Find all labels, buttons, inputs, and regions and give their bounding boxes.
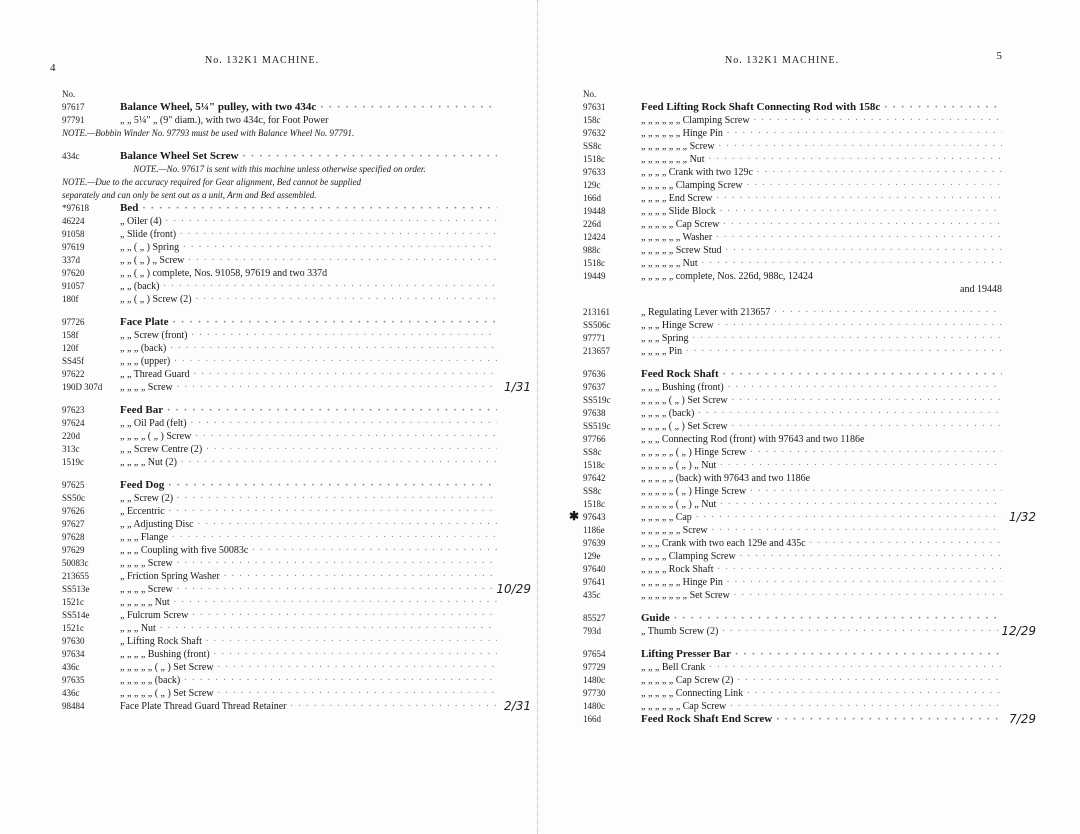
part-row [583, 153, 1002, 166]
part-number: 98484 [62, 701, 85, 711]
part-description: „ „ „ Spring · · [641, 332, 1002, 345]
part-row [583, 332, 1002, 345]
part-row [62, 254, 497, 267]
part-description: „ Regulating Lever with 213657 · · [641, 306, 1002, 319]
part-number: 97631 [583, 102, 606, 112]
part-row [583, 381, 1002, 394]
part-heading-row [62, 150, 497, 163]
part-number: SS8c [583, 141, 602, 151]
note-row [62, 176, 497, 189]
part-description: Feed Rock Shaft End Screw · · [641, 713, 1002, 726]
part-description: „ „ „ „ Crank with two 129c · · [641, 166, 1002, 179]
part-description: „ „ „ „ „ Nut · · [120, 596, 497, 609]
part-number: 1518c [583, 499, 605, 509]
part-number: 436c [62, 662, 80, 672]
page-header: No. 132K1 MACHINE. [725, 55, 840, 66]
part-row [62, 582, 531, 596]
part-description: „ „ ( „ ) complete, Nos. 91058, 97619 and two 337d [120, 268, 328, 279]
part-description: Feed Lifting Rock Shaft Connecting Rod with 158c · · [641, 101, 1002, 114]
part-row [583, 88, 1002, 101]
part-heading-row [62, 479, 497, 492]
part-number: 97617 [62, 102, 85, 112]
note-row [62, 189, 497, 202]
part-number: 337d [62, 255, 80, 265]
part-number: 120f [62, 343, 79, 353]
part-row [583, 459, 1002, 472]
part-number: 12424 [583, 232, 606, 242]
part-number: 97729 [583, 662, 606, 672]
part-number: 1518c [583, 154, 605, 164]
part-row [62, 661, 497, 674]
part-description: „ „ „ „ Rock Shaft · · [641, 563, 1002, 576]
part-row [583, 270, 1002, 283]
handwritten-annotation: 2/31 [504, 699, 531, 713]
parts-list [62, 88, 531, 713]
part-number: 220d [62, 431, 80, 441]
part-number: 166d [583, 714, 601, 724]
part-number: 97626 [62, 506, 85, 516]
section-gap [62, 394, 497, 404]
part-row [583, 537, 1002, 550]
part-row [583, 550, 1002, 563]
part-number: 436c [62, 688, 80, 698]
part-description: „ „ „ Coupling with five 50083c · · [120, 544, 497, 557]
part-description: „ „ „ „ ( „ ) Screw · · [120, 430, 497, 443]
part-description: Bed · · [120, 202, 497, 215]
asterisk-mark-icon: ✱ [569, 509, 580, 523]
part-description: „ „ „ „ „ Clamping Screw · · [641, 179, 1002, 192]
part-number: 129c [583, 180, 601, 190]
part-description: „ „ „ Crank with two each 129e and 435c · · [641, 537, 1002, 550]
part-number: 1480c [583, 675, 605, 685]
part-description: separately and can only be sent out as a unit, Arm and Bed assembled. [62, 190, 317, 200]
part-row [62, 443, 497, 456]
part-row [62, 635, 497, 648]
part-description: „ „ „ „ „ ( „ ) Hinge Screw · · [641, 446, 1002, 459]
part-row [62, 430, 497, 443]
part-number: 158c [583, 115, 601, 125]
part-number: SS8c [583, 447, 602, 457]
part-number: 1521c [62, 623, 84, 633]
part-number: 97619 [62, 242, 85, 252]
part-description: „ „ „ „ Clamping Screw · · [641, 550, 1002, 563]
part-heading-row [583, 712, 1036, 726]
part-row [583, 433, 1002, 446]
part-row [569, 509, 1036, 524]
part-number: 19448 [583, 206, 606, 216]
section-gap [583, 296, 1002, 306]
part-row [583, 257, 1002, 270]
part-row [583, 661, 1002, 674]
part-number: No. [583, 89, 597, 99]
part-row [583, 700, 1002, 713]
part-number: SS8c [583, 486, 602, 496]
part-description: „ „ „ „ „ Cap · · [641, 511, 1002, 524]
part-number: 226d [583, 219, 601, 229]
part-number: 97638 [583, 408, 606, 418]
part-number: 1186e [583, 525, 605, 535]
part-number: 158f [62, 330, 79, 340]
part-row [583, 140, 1002, 153]
part-number: 97630 [62, 636, 85, 646]
part-number: 97628 [62, 532, 85, 542]
part-number: 988c [583, 245, 601, 255]
part-number: 97632 [583, 128, 606, 138]
section-gap [62, 140, 497, 150]
handwritten-annotation: 10/29 [496, 582, 531, 596]
part-row [583, 205, 1002, 218]
part-description: „ Lifting Rock Shaft · · [120, 635, 497, 648]
part-row [62, 609, 497, 622]
part-description: „ „ „ „ „ ( „ ) Hinge Screw · · [641, 485, 1002, 498]
part-description: „ „ 5¼" „ (9" diam.), with two 434c, for Foot Power [120, 115, 329, 126]
part-row [583, 394, 1002, 407]
part-heading-row [583, 648, 1002, 661]
part-description: „ „ Screw Centre (2) · · [120, 443, 497, 456]
part-row [62, 531, 497, 544]
part-number: 97643 [583, 512, 606, 522]
section-gap [583, 358, 1002, 368]
part-row [583, 231, 1002, 244]
part-row [583, 166, 1002, 179]
part-description: „ „ „ Nut · · [120, 622, 497, 635]
part-number: 434c [62, 151, 80, 161]
part-number: SS45f [62, 356, 85, 366]
part-number: 97622 [62, 369, 85, 379]
part-description: „ „ „ „ Pin · · [641, 345, 1002, 358]
part-number: 97636 [583, 369, 606, 379]
part-number: 97625 [62, 480, 85, 490]
part-heading-row [583, 612, 1002, 625]
part-description: „ „ Oil Pad (felt) · · [120, 417, 497, 430]
part-number: 46224 [62, 216, 85, 226]
handwritten-annotation: 7/29 [1009, 712, 1036, 726]
section-gap [62, 306, 497, 316]
part-row [62, 114, 497, 127]
part-heading-row [583, 368, 1002, 381]
part-description: „ „ „ Flange · · [120, 531, 497, 544]
part-number: 97771 [583, 333, 606, 343]
part-row [62, 687, 497, 700]
part-description: „ „ „ Connecting Rod (front) with 97643 and two 1186e [641, 434, 865, 445]
part-number: 1518c [583, 460, 605, 470]
part-heading-row [62, 316, 497, 329]
part-number: 97730 [583, 688, 606, 698]
part-number: 97629 [62, 545, 85, 555]
part-description: NOTE.—Due to the accuracy required for Gear alignment, Bed cannot be supplied [62, 177, 362, 187]
part-row [62, 648, 497, 661]
part-description: „ „ „ „ Nut (2) · · [120, 456, 497, 469]
part-number: 97766 [583, 434, 606, 444]
part-number: 97620 [62, 268, 85, 278]
part-row [583, 472, 1002, 485]
part-number: 97791 [62, 115, 85, 125]
part-description: „ „ „ „ „ ( „ ) „ Nut · · [641, 459, 1002, 472]
part-row [62, 329, 497, 342]
part-number: 190D 307d [62, 382, 103, 392]
part-row [62, 380, 531, 394]
part-description: „ „ „ Bushing (front) · · [641, 381, 1002, 394]
part-row [583, 192, 1002, 205]
part-row [583, 127, 1002, 140]
part-number: 1480c [583, 701, 605, 711]
part-row [583, 345, 1002, 358]
part-number: 180f [62, 294, 79, 304]
part-description: „ „ „ „ „ „ „ Nut · · [641, 153, 1002, 166]
part-description: „ „ „ „ „ ( „ ) Set Screw · · [120, 687, 497, 700]
part-number: 793d [583, 626, 601, 636]
part-number: 97634 [62, 649, 85, 659]
part-row [583, 283, 1002, 296]
part-row [583, 319, 1002, 332]
part-number: 213657 [583, 346, 610, 356]
part-heading-row [62, 202, 497, 215]
part-description: „ „ „ „ End Screw · · [641, 192, 1002, 205]
part-description: „ „ „ „ (back) · · [641, 407, 1002, 420]
page-number: 4 [50, 62, 56, 74]
part-row [62, 267, 497, 280]
part-number: 435c [583, 590, 601, 600]
part-description: „ „ „ „ Slide Block · · [641, 205, 1002, 218]
parts-list [569, 88, 1036, 726]
part-description: Face Plate · · [120, 316, 497, 329]
part-number: SS519c [583, 395, 611, 405]
part-row [583, 674, 1002, 687]
part-description: Guide · · [641, 612, 1002, 625]
handwritten-annotation: 1/31 [504, 380, 531, 394]
part-description: Lifting Presser Bar · · [641, 648, 1002, 661]
part-description: „ „ „ „ „ „ Cap Screw · · [641, 700, 1002, 713]
part-description: „ „ „ „ Screw · · [120, 381, 497, 394]
part-number: SS506c [583, 320, 611, 330]
part-description: „ „ „ „ Bushing (front) · · [120, 648, 497, 661]
part-description: „ „ Screw (front) · · [120, 329, 497, 342]
left-page [0, 0, 535, 834]
part-number: No. [62, 89, 76, 99]
part-heading-row [583, 101, 1002, 114]
part-row [583, 563, 1002, 576]
part-row [62, 622, 497, 635]
part-description: Balance Wheel Set Screw · · [120, 150, 497, 163]
part-row [62, 342, 497, 355]
part-row [583, 498, 1002, 511]
handwritten-annotation: 1/32 [1009, 510, 1036, 524]
part-description: „ „ „ „ „ Screw Stud · · [641, 244, 1002, 257]
part-row [62, 228, 497, 241]
part-number: 97639 [583, 538, 606, 548]
page-gutter [537, 0, 540, 834]
part-description: „ „ ( „ ) „ Screw · · [120, 254, 497, 267]
part-row [62, 456, 497, 469]
part-number: 1519c [62, 457, 84, 467]
part-description: „ „ „ „ „ (back) · · [120, 674, 497, 687]
part-description: „ „ „ Bell Crank · · [641, 661, 1002, 674]
part-number: 1518c [583, 258, 605, 268]
part-row [62, 596, 497, 609]
part-number: 97635 [62, 675, 85, 685]
part-row [62, 570, 497, 583]
page-header: No. 132K1 MACHINE. [205, 55, 320, 66]
part-row [62, 518, 497, 531]
part-description: „ „ „ „ „ Cap Screw (2) · · [641, 674, 1002, 687]
part-row [583, 687, 1002, 700]
part-description: NOTE.—Bobbin Winder No. 97793 must be used with Balance Wheel No. 97791. [62, 128, 355, 138]
part-description: „ „ „ „ „ „ Screw · · [641, 524, 1002, 537]
part-description: „ „ Adjusting Disc · · [120, 518, 497, 531]
part-number: 1521c [62, 597, 84, 607]
part-row [583, 446, 1002, 459]
part-row [583, 306, 1002, 319]
part-row [62, 368, 497, 381]
part-description: „ „ Thread Guard · · [120, 368, 497, 381]
part-row [583, 179, 1002, 192]
part-number: 97637 [583, 382, 606, 392]
section-gap [62, 469, 497, 479]
part-number: 50083c [62, 558, 89, 568]
part-description: „ Fulcrum Screw · · [120, 609, 497, 622]
part-description: „ „ „ „ „ „ Nut · · [641, 257, 1002, 270]
part-row [583, 624, 1036, 638]
part-description: „ „ „ (upper) · · [120, 355, 497, 368]
part-heading-row [62, 101, 497, 114]
part-number: SS50c [62, 493, 86, 503]
part-row [583, 114, 1002, 127]
part-number: SS514e [62, 610, 90, 620]
part-number: *97618 [62, 203, 89, 213]
part-description: „ „ „ „ „ „ Hinge Pin · · [641, 576, 1002, 589]
part-description: „ Eccentric · · [120, 505, 497, 518]
part-description: Feed Dog · · [120, 479, 497, 492]
part-description: „ „ (back) · · [120, 280, 497, 293]
part-number: 97633 [583, 167, 606, 177]
part-row [583, 407, 1002, 420]
part-description: „ „ „ „ „ „ Hinge Pin · · [641, 127, 1002, 140]
part-description: „ „ ( „ ) Screw (2) · · [120, 293, 497, 306]
part-description: „ „ „ „ „ (back) with 97643 and two 1186e [641, 473, 811, 484]
part-number: 97627 [62, 519, 85, 529]
part-row [583, 576, 1002, 589]
part-number: 313c [62, 444, 80, 454]
part-description: „ „ ( „ ) Spring · · [120, 241, 497, 254]
part-number: 97654 [583, 649, 606, 659]
section-gap [583, 638, 1002, 648]
part-row [62, 557, 497, 570]
part-row [62, 280, 497, 293]
part-description: „ „ „ „ „ „ Washer · · [641, 231, 1002, 244]
part-description: „ „ „ (back) · · [120, 342, 497, 355]
part-number: 97642 [583, 473, 606, 483]
part-row [583, 485, 1002, 498]
part-description: „ Friction Spring Washer · · [120, 570, 497, 583]
part-description: „ „ „ „ Screw · · [120, 557, 497, 570]
part-number: 97623 [62, 405, 85, 415]
part-number: 213161 [583, 307, 610, 317]
handwritten-annotation: 12/29 [1001, 624, 1036, 638]
part-description: „ „ „ „ „ „ Clamping Screw · · [641, 114, 1002, 127]
part-row [583, 218, 1002, 231]
part-description: „ „ „ „ ( „ ) Set Screw · · [641, 420, 1002, 433]
part-row [62, 492, 497, 505]
part-description: „ „ „ „ „ complete, Nos. 226d, 988c, 12424 [641, 271, 813, 282]
part-row [62, 544, 497, 557]
part-row [62, 215, 497, 228]
part-number: 97624 [62, 418, 85, 428]
part-row [583, 244, 1002, 257]
part-row [62, 674, 497, 687]
part-number: 91057 [62, 281, 85, 291]
part-description: „ „ „ „ ( „ ) Set Screw · · [641, 394, 1002, 407]
part-number: 97641 [583, 577, 606, 587]
part-number: 213655 [62, 571, 89, 581]
part-description: „ „ „ „ „ „ „ Set Screw · · [641, 589, 1002, 602]
part-number: SS513e [62, 584, 90, 594]
part-description: „ „ „ „ „ „ „ Screw · · [641, 140, 1002, 153]
part-description: „ Oiler (4) · · [120, 215, 497, 228]
part-row [62, 699, 531, 713]
part-row [583, 589, 1002, 602]
part-number: SS519c [583, 421, 611, 431]
part-description: and 19448 [960, 284, 1002, 295]
page-number: 5 [996, 50, 1002, 62]
part-description: „ „ „ „ „ Cap Screw · · [641, 218, 1002, 231]
part-description: „ „ „ „ Screw · · [120, 583, 497, 596]
part-number: 85527 [583, 613, 606, 623]
part-row [583, 420, 1002, 433]
right-page [545, 0, 1080, 834]
part-description: „ „ „ „ „ Connecting Link · · [641, 687, 1002, 700]
part-row [583, 524, 1002, 537]
part-description: „ Thumb Screw (2) · · [641, 625, 1002, 638]
part-row [62, 88, 497, 101]
note-row [62, 163, 497, 176]
part-row [62, 417, 497, 430]
part-description: Feed Rock Shaft · · [641, 368, 1002, 381]
part-row [62, 293, 497, 306]
part-number: 19449 [583, 271, 606, 281]
part-description: Balance Wheel, 5¼" pulley, with two 434c · · [120, 101, 497, 114]
part-description: „ „ „ „ „ ( „ ) „ Nut · · [641, 498, 1002, 511]
note-row [62, 127, 497, 140]
part-description: „ „ Screw (2) · · [120, 492, 497, 505]
part-description: NOTE.—No. 97617 is sent with this machine unless otherwise specified on order. [133, 164, 426, 174]
part-row [62, 505, 497, 518]
part-description: „ „ „ „ „ ( „ ) Set Screw · · [120, 661, 497, 674]
part-description: Face Plate Thread Guard Thread Retainer · · [120, 700, 497, 713]
part-description: „ Slide (front) · · [120, 228, 497, 241]
part-heading-row [62, 404, 497, 417]
part-description: Feed Bar · · [120, 404, 497, 417]
part-number: 97640 [583, 564, 606, 574]
part-number: 166d [583, 193, 601, 203]
part-row [62, 241, 497, 254]
part-number: 97726 [62, 317, 85, 327]
section-gap [583, 602, 1002, 612]
part-number: 91058 [62, 229, 85, 239]
part-number: 129e [583, 551, 601, 561]
part-description: „ „ „ Hinge Screw · · [641, 319, 1002, 332]
part-row [62, 355, 497, 368]
